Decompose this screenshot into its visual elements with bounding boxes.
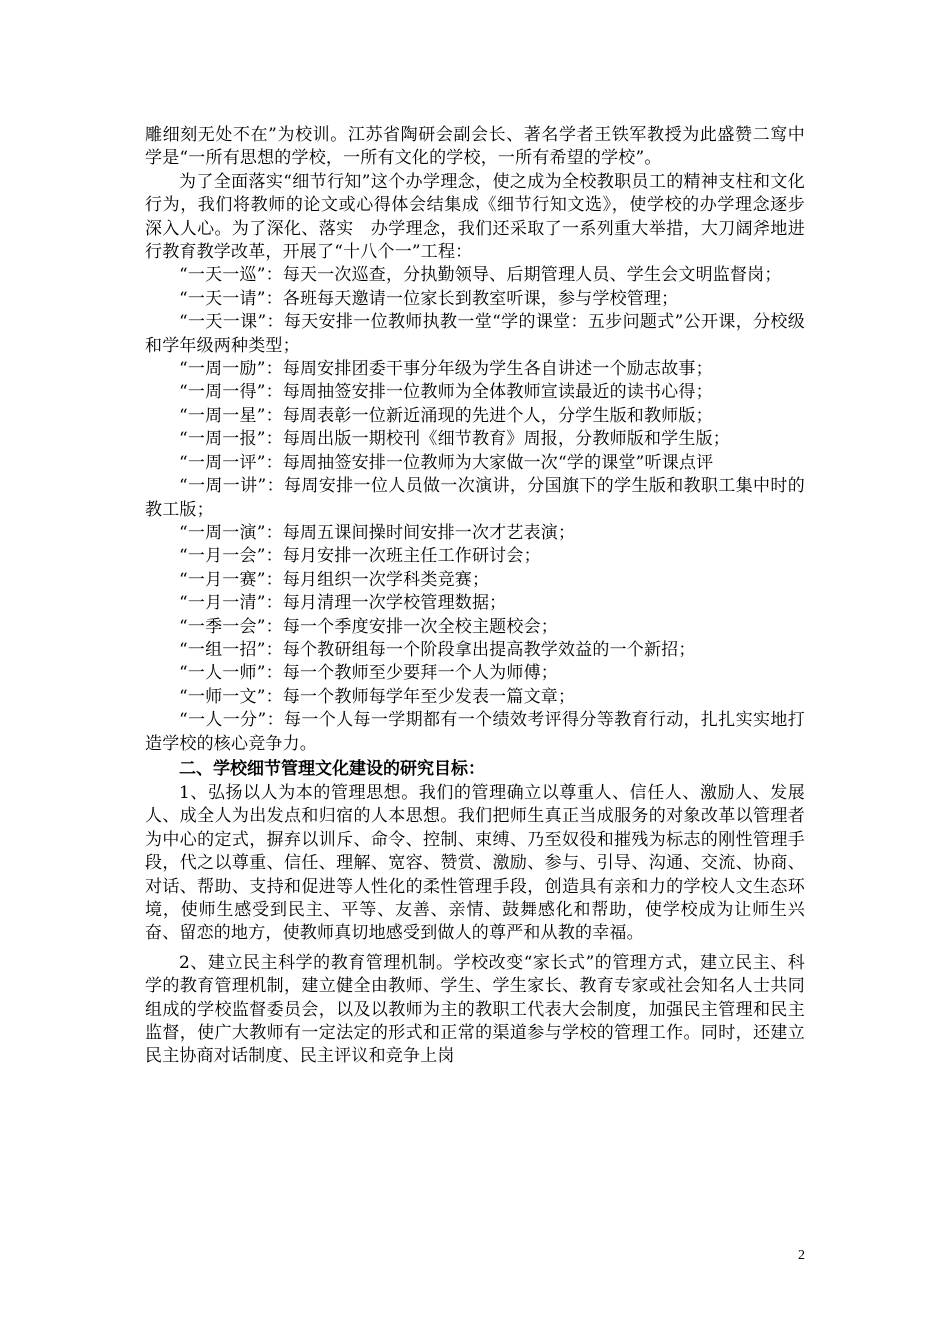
- list-item: “一月一清”：每月清理一次学校管理数据；: [179, 593, 507, 614]
- page-number: 2: [798, 1248, 805, 1263]
- list-item: “一天一课”：每天安排一位教师执教一堂“学的课堂：五步问题式”公开课，分校级和学年级两种类型；: [145, 312, 805, 356]
- list-item: “一周一评”：每周抽签安排一位教师为大家做一次“学的课堂”听课点评: [179, 452, 714, 473]
- paragraph-implementation: 为了全面落实“细节行知”这个办学理念，使之成为全校教职员工的精神支柱和文化行为，我们将教师的论文或心得体会结集成《细节行知文选》，使学校的办学理念逐步深入人心。为了深化、落实 办学理念，我们还采取了一系列重大举措，大刀阔斧地进行教育教学改革，开展了“十八个一”工程：: [145, 171, 805, 263]
- list-item: “一天一巡”：每天一次巡查，分执勤领导、后期管理人员、学生会文明监督岗；: [179, 265, 782, 286]
- list-item: “一周一演”：每周五课间操时间安排一次才艺表演；: [179, 522, 576, 543]
- list-item: “一周一报”：每周出版一期校刊《细节教育》周报，分教师版和学生版；: [179, 429, 730, 450]
- list-item: “一师一文”：每一个教师每学年至少发表一篇文章；: [179, 686, 576, 707]
- list-item: “一周一讲”：每周安排一位人员做一次演讲，分国旗下的学生版和教职工集中时的教工版；: [145, 476, 805, 520]
- list-item: “一月一赛”：每月组织一次学科类竞赛；: [179, 569, 490, 590]
- list-item: “一组一招”：每个教研组每一个阶段拿出提高教学效益的一个新招；: [179, 639, 696, 660]
- list-item: “一天一请”：各班每天邀请一位家长到教室听课，参与学校管理；: [179, 288, 679, 309]
- list-item: “一人一分”：每一个人每一学期都有一个绩效考评得分等教育行动，扎扎实实地打造学校的核心竞争力。: [145, 710, 805, 754]
- paragraph-democratic-mechanism: 2、建立民主科学的教育管理机制。学校改变“家长式”的管理方式，建立民主、科学的教育管理机制，建立健全由教师、学生、学生家长、教育专家或社会知名人士共同组成的学校监督委员会，以及以教师为主的教职工代表大会制度，加强民主管理和民主监督，使广大教师有一定法定的形式和正常的渠道参与学校的管理工作。同时，还建立民主协商对话制度、民主评议和竞争上岗: [145, 952, 805, 1067]
- list-item: “一周一星”：每周表彰一位新近涌现的先进个人，分学生版和教师版；: [179, 405, 713, 426]
- document-page: [145, 124, 805, 1069]
- section-heading: 二、学校细节管理文化建设的研究目标：: [179, 758, 485, 779]
- list-item: “一季一会”：每一个季度安排一次全校主题校会；: [179, 616, 558, 637]
- list-item: “一人一师”：每一个教师至少要拜一个人为师傅；: [179, 663, 558, 684]
- list-item: “一月一会”：每月安排一次班主任工作研讨会；: [179, 546, 541, 567]
- paragraph-humanistic-management: 1、弘扬以人为本的管理思想。我们的管理确立以尊重人、信任人、激励人、发展人、成全人为出发点和归宿的人本思想。我们把师生真正当成服务的对象改革以管理者为中心的定式，摒弃以训斥、命令、控制、束缚、乃至奴役和摧残为标志的刚性管理手段，代之以尊重、信任、理解、宽容、赞赏、激励、参与、引导、沟通、交流、协商、对话、帮助、支持和促进等人性化的柔性管理手段，创造具有亲和力的学校人文生态环境，使师生感受到民主、平等、友善、亲情、鼓舞感化和帮助，使学校成为让师生兴奋、留恋的地方，使教师真切地感受到做人的尊严和从教的幸福。: [145, 782, 805, 944]
- list-item: “一周一得”：每周抽签安排一位教师为全体教师宣读最近的读书心得；: [179, 382, 713, 403]
- list-item: “一周一励”：每周安排团委干事分年级为学生各自讲述一个励志故事；: [179, 359, 713, 380]
- paragraph-intro: 雕细刻无处不在”为校训。江苏省陶研会副会长、著名学者王铁军教授为此盛赞二窎中学是“一所有思想的学校，一所有文化的学校，一所有希望的学校”。: [145, 125, 805, 169]
